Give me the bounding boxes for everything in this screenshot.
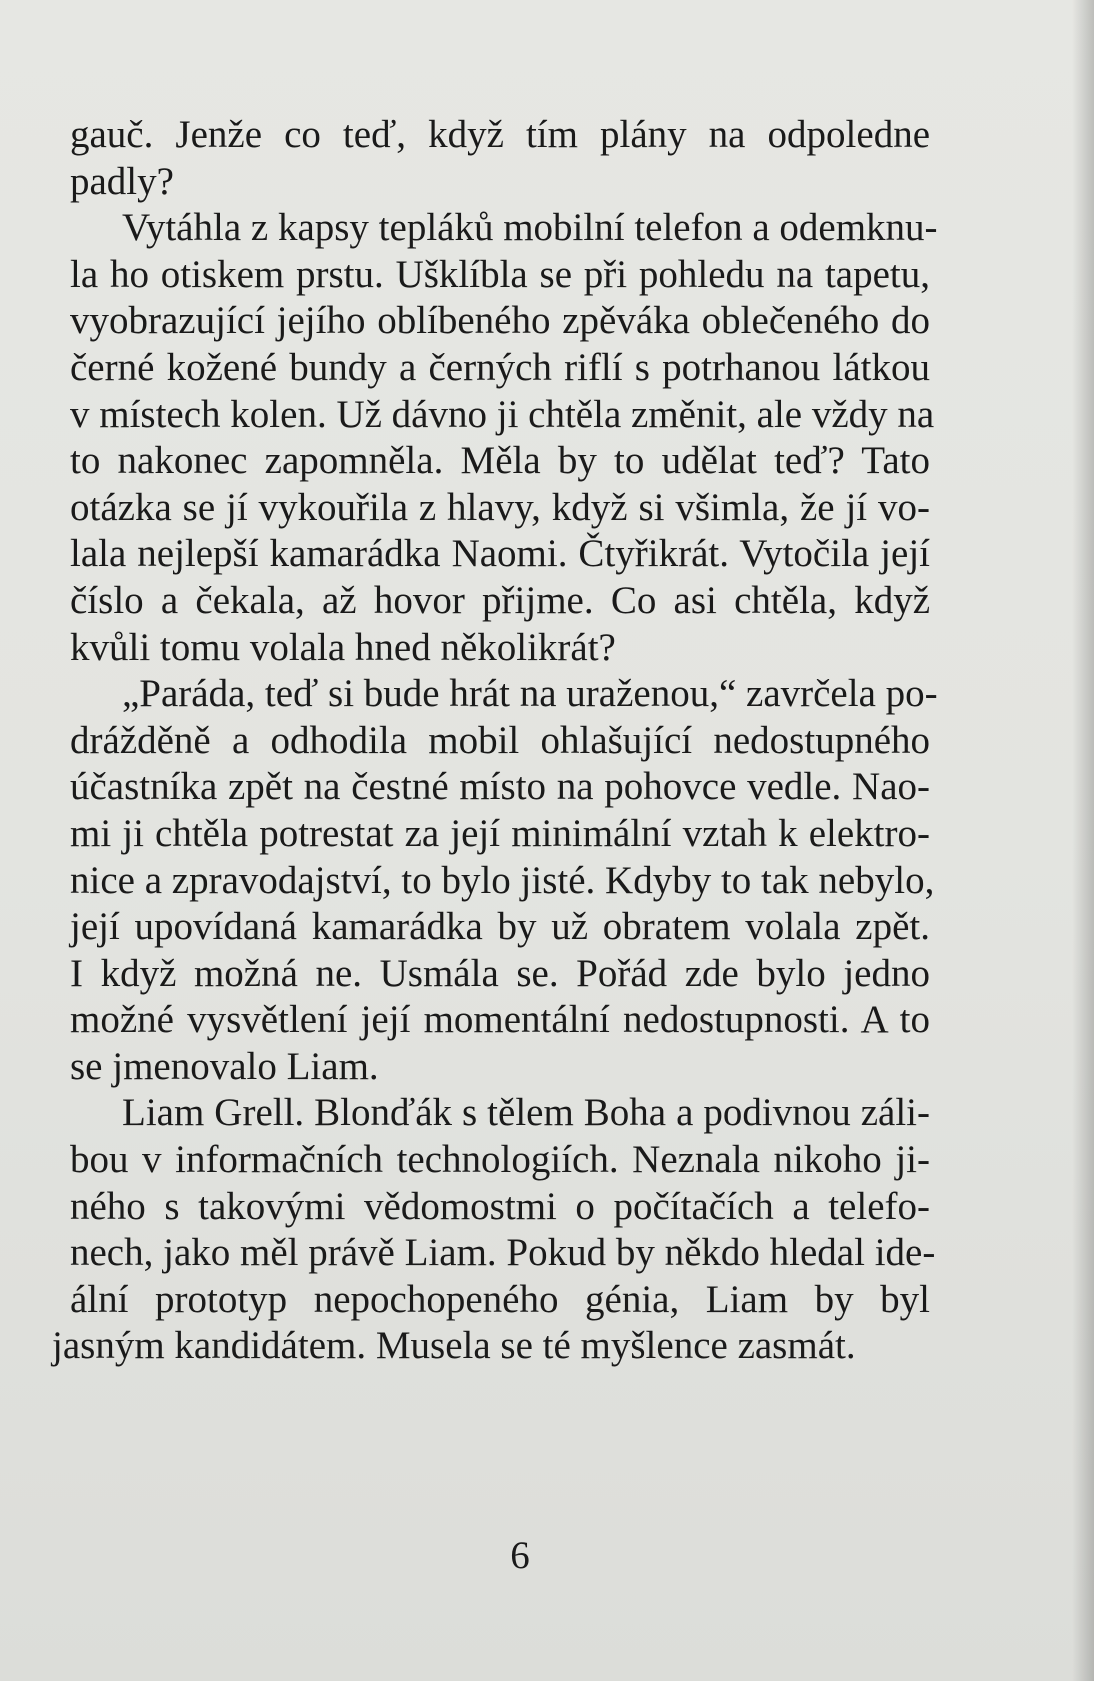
text-line: Liam Grell. Blonďák s tělem Boha a podivnou záli- [122,1091,930,1135]
text-line: nice a zpravodajství, to bylo jisté. Kdyby to tak nebylo, [70,858,935,902]
text-line: drážděně a odhodila mobil ohlašující nedostupného [70,718,930,762]
text-line: jasným kandidátem. Musela se té myšlence zasmát. [52,1324,856,1368]
text-line: ného s takovými vědomostmi o počítačích a telefo- [70,1184,930,1228]
text-line: padly? [70,159,174,203]
text-line: la ho otiskem prstu. Ušklíbla se při pohledu na tapetu, [70,252,930,296]
text-line: ální prototyp nepochopeného génia, Liam by byl [70,1277,930,1321]
text-line: Vytáhla z kapsy tepláků mobilní telefon a odemknu- [122,206,938,250]
text-line: možné vysvětlení její momentální nedostupnosti. A to [70,998,930,1042]
text-line: otázka se jí vykouřila z hlavy, když si všimla, že jí vo- [70,485,930,529]
text-line: vyobrazující jejího oblíbeného zpěváka oblečeného do [70,299,930,343]
page-number: 6 [510,1534,530,1577]
text-line: účastníka zpět na čestné místo na pohovce vedle. Nao- [70,765,930,809]
text-line: nech, jako měl právě Liam. Pokud by někdo hledal ide- [70,1231,936,1275]
text-line: gauč. Jenže co teď, když tím plány na odpoledne [70,113,930,156]
text-line: lala nejlepší kamarádka Naomi. Čtyřikrát. Vytočila její [70,532,930,576]
text-line: to nakonec zapomněla. Měla by to udělat teď? Tato [70,439,930,483]
text-line: černé kožené bundy a černých riflí s potrhanou látkou [70,345,930,389]
text-line: její upovídaná kamarádka by už obratem volala zpět. [70,905,930,949]
text-line: bou v informačních technologiích. Neznala nikoho ji- [70,1138,930,1182]
body-text [52,112,1000,1370]
text-line: v místech kolen. Už dávno ji chtěla změnit, ale vždy na [70,392,935,436]
text-line: se jmenovalo Liam. [70,1044,379,1088]
text-line: kvůli tomu volala hned několikrát? [70,625,616,669]
text-line: číslo a čekala, až hovor přijme. Co asi chtěla, když [70,578,930,622]
text-line: „Paráda, teď si bude hrát na uraženou,“ zavrčela po- [122,672,938,716]
text-line: I když možná ne. Usmála se. Pořád zde bylo jedno [70,951,930,995]
text-line: mi ji chtěla potrestat za její minimální vztah k elektro- [70,811,930,855]
